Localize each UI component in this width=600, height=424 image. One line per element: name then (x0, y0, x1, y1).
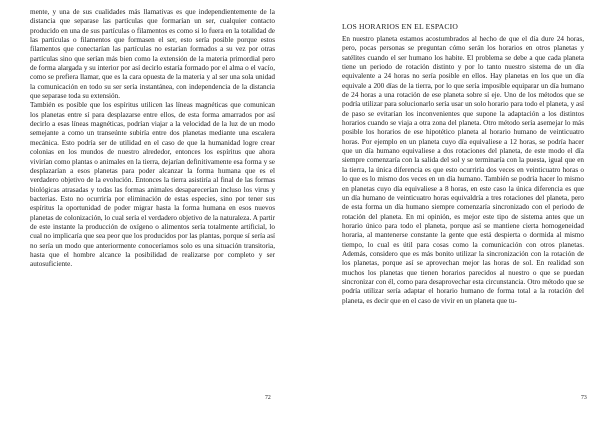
page-number: 73 (581, 395, 587, 401)
right-page (300, 0, 600, 424)
left-page-text (30, 8, 275, 270)
chapter-title: LOS HORARIOS EN EL ESPACIO (342, 22, 459, 31)
right-page-text (342, 35, 584, 306)
paragraph: mente, y una de sus cualidades más llamativas es que independientemente de la distancia que separase las partículas que formarían un ser, cualquier contacto producido en una de sus partículas o filamentos es como si lo fuera en la totalidad de las partículas o filamentos que formasen el ser, esto sería posible porque estos filamentos que conectarían las partículas no estarían formados a su vez por otras partículas sino que serían más bien como la extensión de la materia primordial pero de forma alargada y su interior por así decirlo estaría formado por el alma o el vacío, como se prefiera llamar, que es la cara opuesta de la materia y al ser una sola unidad la comunicación en todo su ser sería instantánea, con independencia de la distancia que separase toda su extensión. (30, 8, 275, 101)
page-number: 72 (265, 395, 271, 401)
paragraph: En nuestro planeta estamos acostumbrados al hecho de que el día dure 24 horas, pero, pocas personas se preguntan cómo serán los horarios en otros planetas y satélites cuando el ser humano los habite. El problema se debe a que cada planeta tiene un periodo de rotación distinto y por lo tanto nuestro sistema de un día equivalente a 24 horas no sería posible en ellos. Hay planetas en los que un día equivale a 200 días de la tierra, por lo que sería imposible equiparar un día humano de 24 horas a una rotación de ese planeta sobre sí eje. Uno de los métodos que se podría utilizar para solucionarlo sería usar un solo horario para todo el planeta, y así de paso se evitarían los inconvenientes que supone la adaptación a los distintos horarios cuando se viaja a otra zona del planeta. Otro método sería asemejar lo más posible los horarios de ese hipotético planeta al horario humano de veinticuatro horas. Por ejemplo en un planeta cuyo día equivaliese a 12 horas, se podría hacer que un día humano equivaliese a dos rotaciones del planeta, de este modo el día siempre comenzaría con la salida del sol y se terminaría con la puesta, igual que en la tierra, la única diferencia es que esto ocurriría dos veces en veinticuatro horas o lo que es lo mismo dos veces en un día humano. También se podría hacer lo mismo en planetas cuyo día equivaliese a 8 horas, en este caso la única diferencia es que un día humano de veinticuatro horas equivaldría a tres rotaciones del planeta, pero de esta forma un día humano siempre comenzaría sincronizado con el periodo de rotación del planeta. En mi opinión, es mejor este tipo de sistema antes que un horario único para todo el planeta, porque así se mantiene cierta homogeneidad horaria, al mantenerse constante la gente que está despierta o dormida al mismo tiempo, lo cual es útil para cosas como la comunicación con otros planetas. Además, considero que es más bonito utilizar la sincronización con la rotación de los planetas, porque así se aprovechan mejor las horas de sol. En realidad son muchos los planetas que tienen horarios parecidos al nuestro o que se puedan sincronizar con él, como para desaprovechar esta circunstancia. Otro método que se podría utilizar sería adaptar el horario humano de forma total a la rotación del planeta, es decir que en el caso de vivir en un planeta que tu- (342, 35, 584, 305)
paragraph: También es posible que los espíritus utilicen las líneas magnéticas que comunican los planetas entre sí para desplazarse entre ellos, de esta forma amarrados por así decirlo a esas líneas magnéticas, podrían viajar a la velocidad de la luz de un modo semejante a como un transeúnte subiría entre dos planetas mediante una escalera mecánica. Esto podría ser de utilidad en el caso de que la humanidad logre crear colonias en los mundos de nuestro alrededor, entonces los espíritus que ahora vivirían como plantas o animales en la tierra, dejarían definitivamente esa forma y se desplazarían a esos planetas para poder alcanzar la forma humana que es el verdadero objetivo de la evolución. Entonces la tierra asistiría al final de las formas biológicas atrasadas y todas las formas animales desaparecerían incluso los virus y bacterias. Esto no ocurriría por eliminación de estas especies, sino por tener sus espíritus la oportunidad de poder migrar hasta la forma humana en esos nuevos planetas de colonización, lo cual sería el verdadero objetivo de la naturaleza. A partir de este instante la producción de oxígeno o alimentos sería totalmente artificial, lo cual no implicaría que sea peor que los producidos por las plantas, porque sí sería así no sería un modo que anteriormente conoceríamos solo es una situación transitoria, hasta que el hombre alcance la posibilidad de realizarse por completo y ser autosuficiente. (30, 101, 275, 269)
